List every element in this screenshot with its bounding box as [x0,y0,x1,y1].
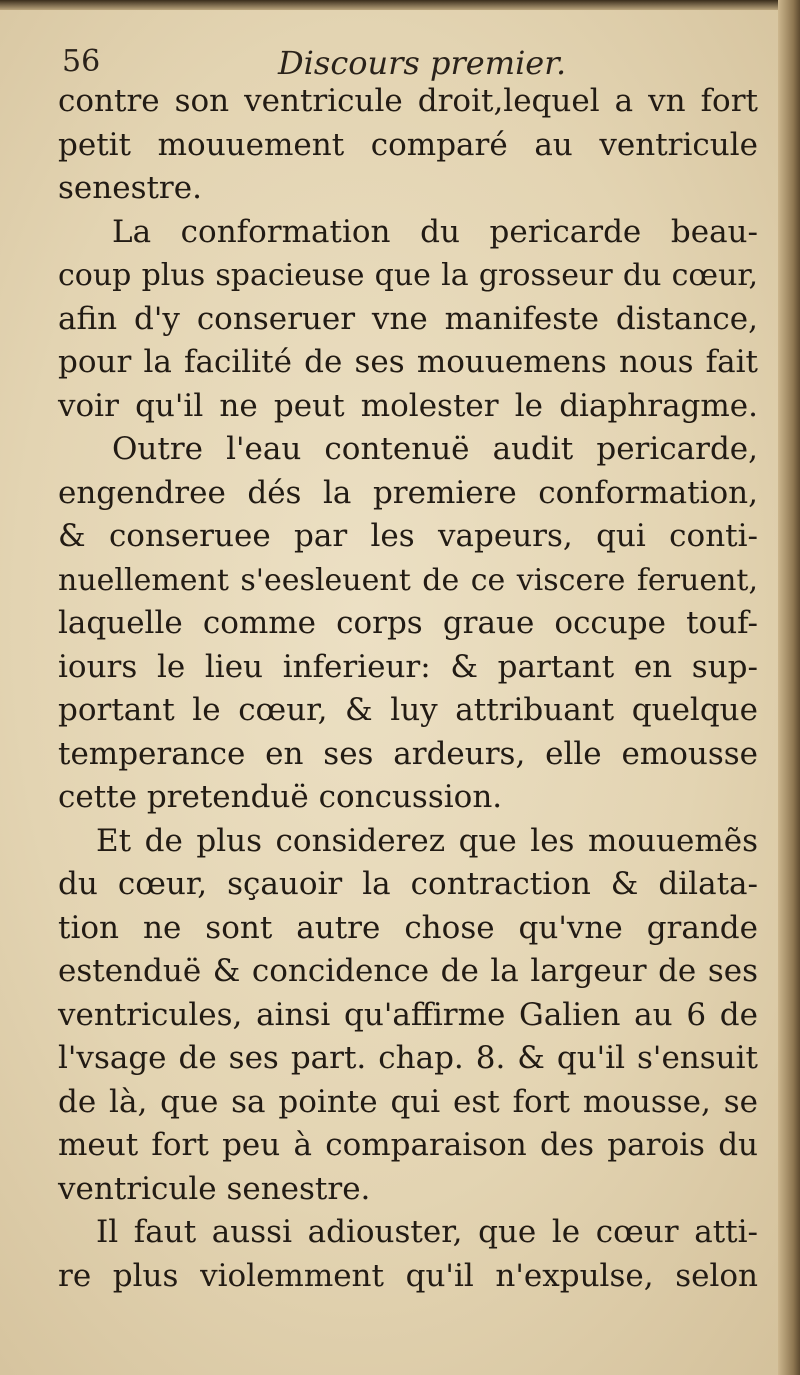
text-line: cette pretenduë concussion. [58,779,503,815]
text-line: ventricule senestre. [58,1170,371,1207]
page-number: 56 [62,44,101,79]
body-text [58,80,758,1298]
text-line: pour la facilité de ses mouuemens nous fait [58,344,758,380]
text-line: ventricules, ainsi qu'affirme Galien au 6 de [58,996,758,1033]
paragraph-first-line: Il faut aussi adiouster, que le cœur atti- [96,1214,758,1250]
text-line: laquelle comme corps graue occupe touf- [58,605,758,641]
paragraph-first-line: Et de plus considerez que les mouuemẽs [96,822,758,859]
text-line: re plus violemment qu'il n'expulse, selon [58,1257,758,1294]
text-line: nuellement s'eesleuent de ce viscere feruent, [58,562,758,598]
text-line: l'vsage de ses part. chap. 8. & qu'il s'ensuit [58,1040,758,1076]
text-line: voir qu'il ne peut molester le diaphragme. [58,387,758,424]
text-line: iours le lieu inferieur: & partant en sup- [58,648,758,685]
page-top-edge [0,0,800,10]
page-binding-edge [778,0,800,1375]
paragraph-first-line: Outre l'eau contenuë audit pericarde, [112,431,758,467]
text-line: de là, que sa pointe qui est fort mousse, se [58,1083,758,1120]
text-line: temperance en ses ardeurs, elle emousse [58,735,758,772]
text-line: portant le cœur, & luy attribuant quelque [58,692,758,728]
text-line: contre son ventricule droit,lequel a vn fort [58,83,758,119]
text-line: du cœur, sçauoir la contraction & dilata- [58,866,758,902]
text-line: estenduë & concidence de la largeur de ses [58,953,758,989]
text-line: & conseruee par les vapeurs, qui conti- [58,518,758,554]
text-line: afin d'y conseruer vne manifeste distance, [58,300,758,337]
running-title: Discours premier. [278,44,567,82]
text-line: meut fort peu à comparaison des parois du [58,1127,758,1163]
text-line: coup plus spacieuse que la grosseur du cœur, [58,258,758,293]
text-line: tion ne sont autre chose qu'vne grande [58,909,758,946]
text-line: senestre. [58,170,202,206]
paragraph-first-line: La conformation du pericarde beau- [112,213,758,250]
text-line: engendree dés la premiere conformation, [58,474,758,511]
text-line: petit mouuement comparé au ventricule [58,126,758,163]
